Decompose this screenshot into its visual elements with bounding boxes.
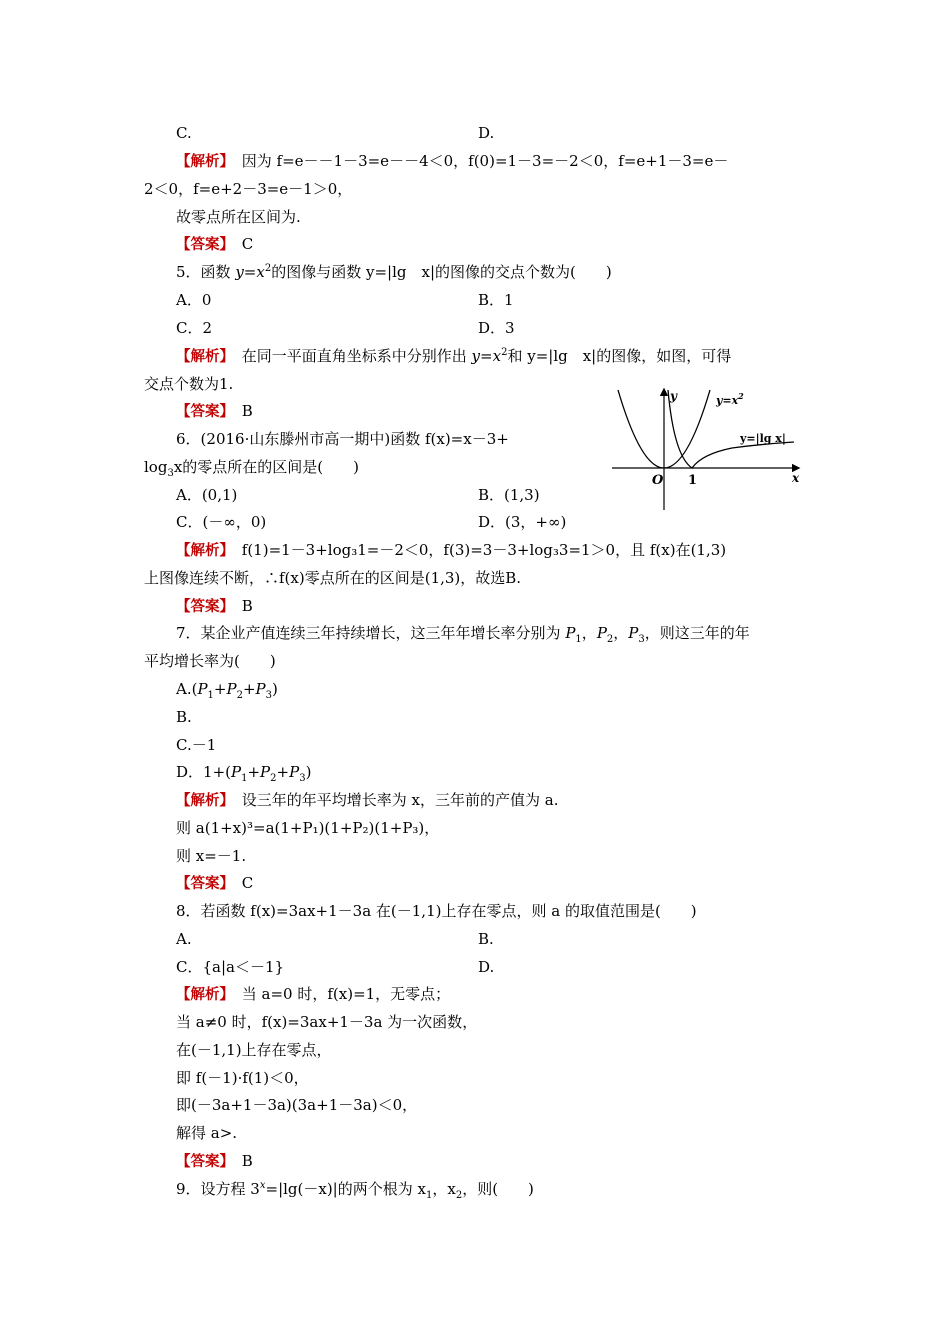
option-b: B．(1,3) [478,486,540,504]
answer-line: 【答案】 B [176,1152,253,1170]
analysis-line: 2＜0，f=e+2－3=e－1＞0， [144,180,353,198]
option-b: B. [478,930,494,948]
option-a: A．(0,1) [176,486,238,504]
answer-line: 【答案】 B [176,402,253,420]
analysis-line: 【解析】 f(1)=1－3+log₃1=－2＜0，f(3)=3－3+log₃3=1＞0，且 f(x)在(1,3) [176,541,727,559]
question-7-stem: 平均增长率为( ) [144,652,276,670]
x-axis-label: x [792,471,800,485]
question-6-stem: $\log_3x$的零点所在的区间是( ) [144,458,359,479]
analysis-label: 【解析】 [176,793,227,809]
option-d: D. [478,124,495,142]
question-9-stem: 9．设方程 $3^x=|\lg(-x)|$的两个根为 $x_1$，$x_2$，则( ) [176,1180,534,1201]
answer-line: 【答案】 B [176,597,253,615]
question-8-stem: 8．若函数 f(x)=3ax+1－3a 在(－1,1)上存在零点，则 a 的取值范围是( ) [176,902,697,920]
answer-line: 【答案】 C [176,235,254,253]
question-5-stem: 5．函数 $y=x^2$的图像与函数 y=|lg x|的图像的交点个数为( ) [176,263,612,281]
analysis-line: 【解析】 设三年的年平均增长率为 x，三年前的产值为 a. [176,791,559,809]
parabola-label: $y=x^2$ [716,391,744,407]
analysis-line: 【解析】 在同一平面直角坐标系中分别作出 $y=x^2$和 y=|lg x|的图像，如图，可得 [176,347,732,365]
answer-label: 【答案】 [176,237,227,253]
option-b: B．1 [478,291,514,309]
option-a: $A.(P_1+P_2+P_3)$ [176,680,278,701]
option-d: D．3 [478,319,515,337]
answer-label: 【答案】 [176,404,227,420]
option-d: D．(3，+∞) [478,513,567,531]
tick-label-one: 1 [688,473,698,488]
option-d: D. [478,958,495,976]
analysis-line: 则 x=－1. [176,847,247,865]
option-c: C．{a|a＜－1} [176,958,285,976]
analysis-line: 上图像连续不断，∴f(x)零点所在的区间是(1,3)，故选B. [144,569,522,587]
option-c: C．(－∞，0) [176,513,267,531]
option-c: C．2 [176,319,213,337]
option-c: C.－1 [176,736,217,754]
option-a: A．0 [176,291,212,309]
analysis-line: 即 f(－1)·f(1)＜0， [176,1069,309,1087]
question-6-stem: 6．(2016·山东滕州市高一期中)函数 f(x)=x－3+ [176,430,509,448]
log-curve-label: y=|lg x| [740,432,786,445]
analysis-line: 当 a≠0 时，f(x)=3ax+1－3a 为一次函数， [176,1013,478,1031]
analysis-label: 【解析】 [176,154,227,170]
analysis-line: 故零点所在区间为. [176,208,301,226]
option-d: D．$1+(P_1+P_2+P_3)$ [176,763,312,784]
answer-line: 【答案】 C [176,874,254,892]
answer-label: 【答案】 [176,599,227,615]
origin-label: O [652,473,664,488]
analysis-label: 【解析】 [176,349,227,365]
analysis-line: 【解析】 当 a=0 时，f(x)=1，无零点； [176,985,451,1003]
answer-label: 【答案】 [176,1154,227,1170]
answer-label: 【答案】 [176,876,227,892]
analysis-line: 【解析】 因为 f=e－－1－3=e－－4＜0，f(0)=1－3=－2＜0，f=e+1－3=e－ [176,152,729,170]
option-c: C. [176,124,192,142]
analysis-line: 则 a(1+x)³=a(1+P₁)(1+P₂)(1+P₃)， [176,819,440,837]
y-axis-label: y [670,389,677,403]
option-a: A. [176,930,192,948]
analysis-label: 【解析】 [176,987,227,1003]
analysis-line: 即(－3a+1－3a)(3a+1－3a)＜0， [176,1096,418,1114]
question-7-stem: 7．某企业产值连续三年持续增长，这三年年增长率分别为 $P_1$，$P_2$，$P_3$，则这三年的年 [176,624,750,645]
analysis-label: 【解析】 [176,543,227,559]
function-graph [612,386,802,512]
analysis-line: 解得 a>. [176,1124,238,1142]
analysis-line: 交点个数为1. [144,375,234,393]
option-b: B. [176,708,192,726]
analysis-line: 在(－1,1)上存在零点， [176,1041,332,1059]
